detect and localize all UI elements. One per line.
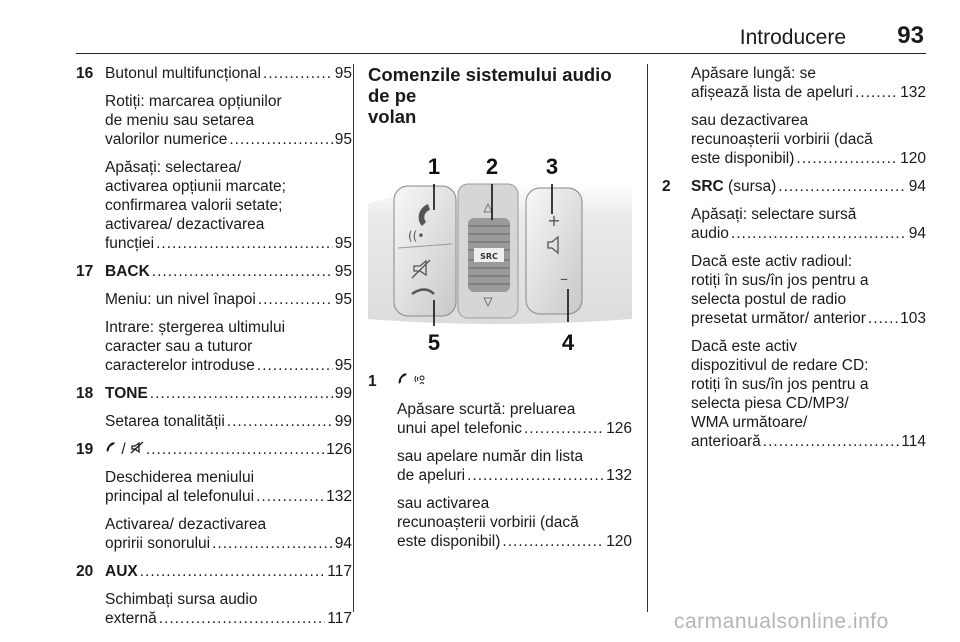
page-ref: 114 (901, 433, 926, 450)
text-line: sau activarea (397, 495, 490, 512)
watermark[interactable]: carmanualsonline.info (674, 610, 889, 633)
paragraph (105, 92, 352, 149)
paragraph (105, 318, 352, 375)
paragraph (691, 252, 926, 328)
entry-18 (76, 384, 352, 431)
page-ref: 120 (900, 150, 926, 167)
mute-icon (130, 441, 144, 454)
text-line: sau dezactivarea (691, 112, 809, 129)
text-line: opririi sonorului (105, 535, 211, 552)
entry-number: 17 (76, 263, 94, 280)
text-line: caracter sau a tuturor (105, 338, 253, 355)
entry-number: 16 (76, 65, 94, 82)
text-line: de apeluri (397, 467, 466, 484)
page-ref: 95 (334, 65, 352, 82)
text-line: dispozitivul de redare CD: (691, 357, 869, 374)
paragraph (397, 400, 632, 438)
paragraph (397, 447, 632, 485)
entry-1 (368, 372, 632, 551)
text-line: este disponibil) (691, 150, 795, 167)
paragraph (105, 590, 352, 628)
svg-text:((•: ((• (408, 229, 425, 243)
phone-icon (397, 372, 409, 386)
text-line: anterioară (691, 433, 761, 450)
page-ref: 94 (908, 225, 926, 242)
text-line: activarea opțiunii marcate; (105, 178, 286, 195)
page-ref: 103 (900, 310, 926, 327)
text-line: audio (691, 225, 729, 242)
text-line: principal al telefonului (105, 488, 255, 505)
text-line: externă (105, 610, 157, 627)
callout-5: 5 (427, 330, 441, 355)
left-button-pad (394, 186, 456, 316)
page-ref: 117 (327, 610, 352, 627)
callout-3: 3 (545, 154, 559, 179)
icon-line (397, 372, 632, 391)
entry-title: SRC (691, 178, 724, 195)
page-ref: 94 (908, 178, 926, 195)
text-line: rotiți în sus/în jos pentru a (691, 376, 869, 393)
text-line: afișează lista de apeluri (691, 84, 853, 101)
text-line: Rotiți: marcarea opțiunilor (105, 93, 282, 110)
page-ref: 95 (334, 131, 352, 148)
text-line: Apăsare lungă: se (691, 65, 816, 82)
thumbwheel (468, 218, 510, 292)
text-line: Apăsare scurtă: preluarea (397, 401, 576, 418)
header-title: Introducere (739, 26, 846, 49)
text-line: Deschiderea meniului (105, 469, 255, 486)
page-ref: 99 (334, 413, 352, 430)
text-line: WMA următoare/ (691, 414, 808, 431)
column-divider (647, 64, 648, 612)
src-label: SRC (480, 252, 498, 261)
paragraph (105, 468, 352, 506)
paragraph (691, 205, 926, 243)
steering-controls-illustration (368, 144, 632, 362)
page-number: 93 (897, 22, 924, 49)
page-ref: 132 (326, 488, 352, 505)
page-ref: 117 (327, 563, 352, 580)
page-ref: 94 (334, 535, 352, 552)
entry-19 (76, 440, 352, 553)
toc-line (105, 64, 352, 83)
text-line: este disponibil) (397, 533, 501, 550)
page-ref: 126 (326, 441, 352, 458)
paragraph (105, 158, 352, 253)
text-line: Setarea tonalității (105, 413, 225, 430)
entry-2 (662, 177, 926, 451)
paragraph (691, 64, 926, 102)
text-line: funcției (105, 235, 155, 252)
text-line: Apăsați: selectarea/ (105, 159, 242, 176)
page-ref: 95 (334, 263, 352, 280)
text-line: caracterelor introduse (105, 357, 255, 374)
entry-20 (76, 562, 352, 628)
page-header (76, 22, 926, 54)
entry-title: AUX (105, 563, 138, 580)
text-line: selecta piesa CD/MP3/ (691, 395, 849, 412)
phone-icon (105, 441, 117, 454)
text-line: unui apel telefonic (397, 420, 522, 437)
entry-title: Butonul multifuncțional (105, 65, 261, 82)
middle-column (368, 64, 632, 560)
paragraph (691, 111, 926, 168)
entry-number: 2 (662, 178, 671, 195)
text-line: Apăsați: selectare sursă (691, 206, 857, 223)
right-button-pad (526, 188, 582, 314)
left-column (76, 64, 352, 637)
text-line: presetat următor/ anterior (691, 310, 866, 327)
entry-title: TONE (105, 385, 148, 402)
entry-title: / (121, 441, 126, 458)
callout-1: 1 (427, 154, 441, 179)
column-divider (353, 64, 354, 612)
callout-4: 4 (561, 330, 575, 355)
text-line: Activarea/ dezactivarea (105, 516, 267, 533)
text-line: confirmarea valorii setate; (105, 197, 283, 214)
page-ref: 95 (334, 357, 352, 374)
entry-number: 19 (76, 441, 94, 458)
steering-wheel-controls-figure (368, 144, 632, 362)
page-ref: 95 (334, 291, 352, 308)
text-line: Meniu: un nivel înapoi (105, 291, 256, 308)
text-line: valorilor numerice (105, 131, 228, 148)
svg-text:–: – (560, 269, 568, 288)
page-ref: 126 (606, 420, 632, 437)
right-column (662, 64, 926, 460)
text-line: Dacă este activ radioul: (691, 253, 853, 270)
entry-title: BACK (105, 263, 150, 280)
entry-number: 20 (76, 563, 94, 580)
text-line: Intrare: ștergerea ultimului (105, 319, 286, 336)
entry-number: 18 (76, 385, 94, 402)
callout-2: 2 (485, 154, 499, 179)
voice-recognition-icon (413, 372, 427, 386)
entry-number: 1 (368, 373, 377, 390)
entry-16 (76, 64, 352, 253)
page-ref: 132 (900, 84, 926, 101)
page-ref: 99 (334, 385, 352, 402)
text-line: Dacă este activ (691, 338, 797, 355)
entry-17 (76, 262, 352, 375)
svg-text:+: + (547, 211, 561, 230)
text-line: activarea/ dezactivarea (105, 216, 265, 233)
text-line: recunoașterii vorbirii (dacă (397, 514, 579, 531)
paragraph (691, 337, 926, 451)
page-ref: 95 (334, 235, 352, 252)
text-line: selecta postul de radio (691, 291, 847, 308)
section-heading: Comenzile sistemului audio de pe volan (368, 64, 612, 127)
page-ref: 132 (606, 467, 632, 484)
text-line: de meniu sau setarea (105, 112, 255, 129)
paragraph (105, 515, 352, 553)
text-line: Schimbați sursa audio (105, 591, 258, 608)
text-line: rotiți în sus/în jos pentru a (691, 272, 869, 289)
text-line: recunoașterii vorbirii (dacă (691, 131, 873, 148)
page-ref: 120 (606, 533, 632, 550)
text-line: sau apelare număr din lista (397, 448, 584, 465)
entry-title-suffix: (sursa) (723, 178, 777, 195)
paragraph (397, 494, 632, 551)
